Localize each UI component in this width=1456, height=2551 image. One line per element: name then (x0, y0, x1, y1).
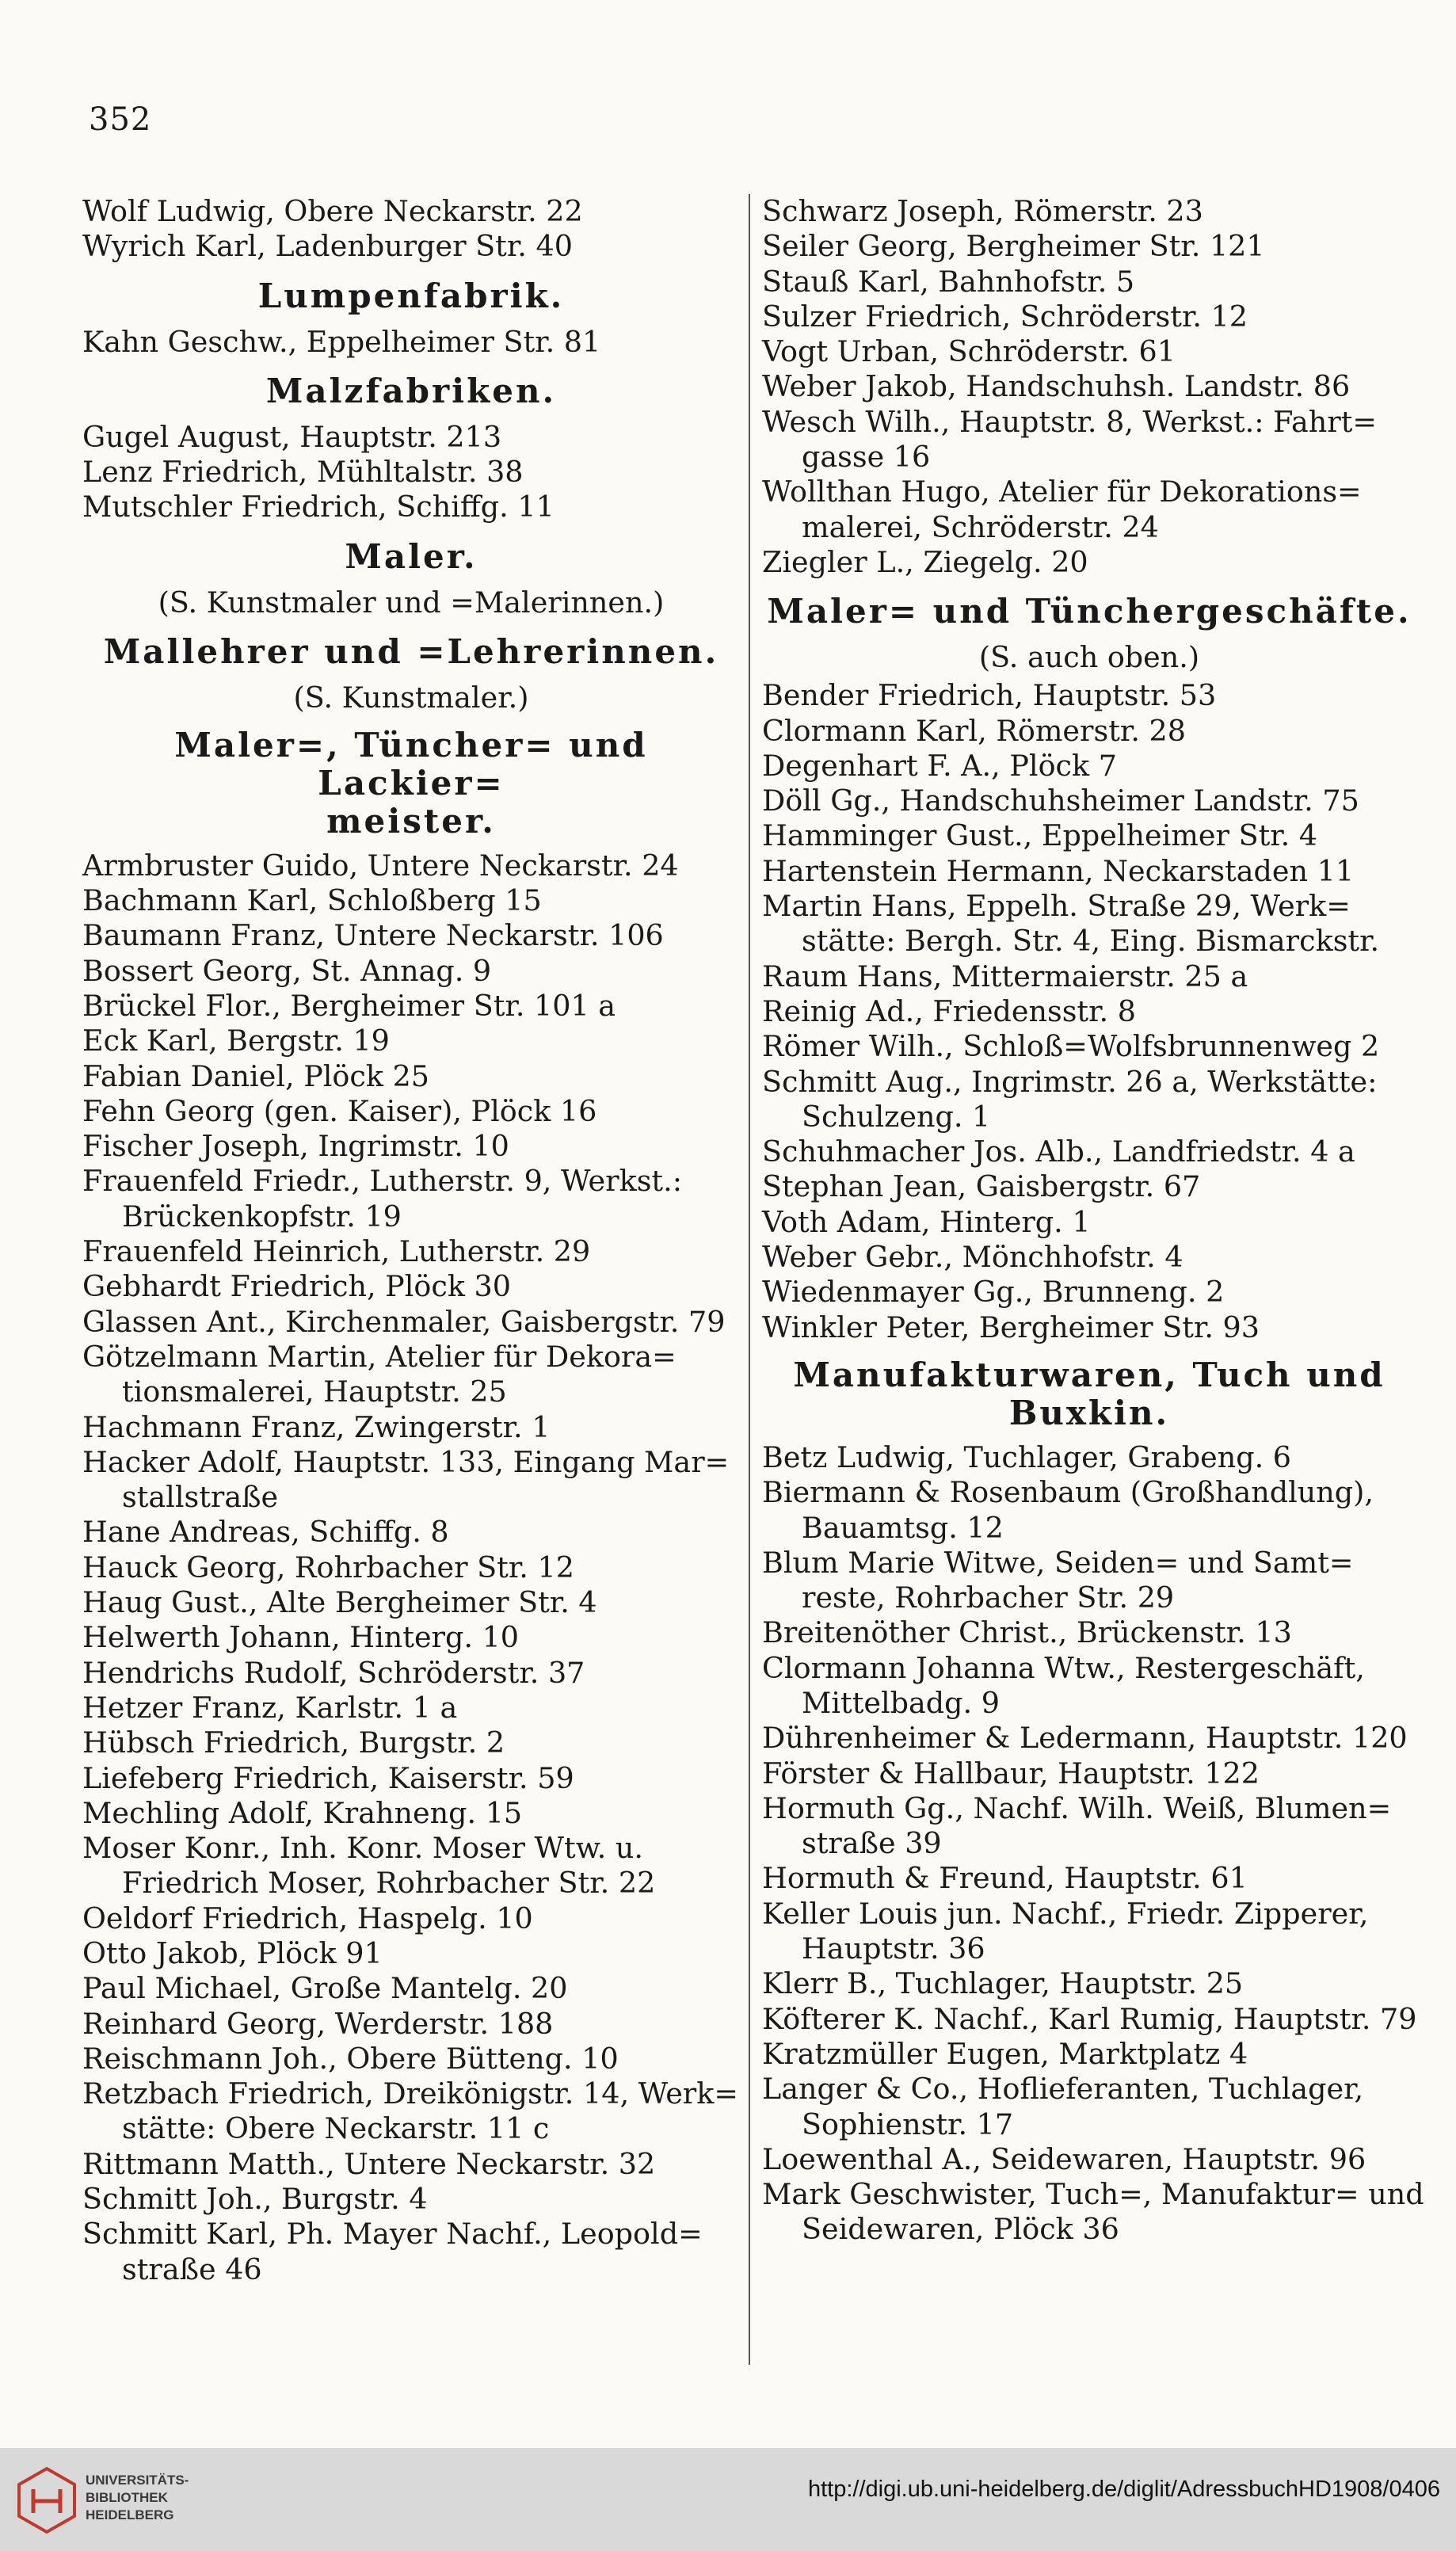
directory-entry (82, 2147, 740, 2182)
entry-text: Hane Andreas, Schiffg. 8 (82, 1515, 449, 1550)
entry-text: Gebhardt Friedrich, Plöck 30 (82, 1269, 511, 1304)
entry-text: Kahn Geschw., Eppelheimer Str. 81 (82, 324, 601, 359)
entry-text: Reinig Ad., Friedensstr. 8 (762, 993, 1136, 1028)
directory-entry (762, 475, 1416, 545)
source-url[interactable]: http://digi.ub.uni-heidelberg.de/diglit/AdressbuchHD1908/0406 (807, 2477, 1440, 2502)
directory-entry (82, 2217, 740, 2287)
entry-text: Liefeberg Friedrich, Kaiserstr. 59 (82, 1760, 574, 1795)
entry-text: Götzelmann Martin, Atelier für Dekora= (82, 1339, 677, 1374)
entry-text: Weber Gebr., Mönchhofstr. 4 (762, 1240, 1183, 1275)
directory-entry (762, 2177, 1424, 2248)
directory-entry (762, 1651, 1416, 1722)
directory-entry (762, 994, 1416, 1029)
entry-continuation: meister. (326, 801, 496, 841)
directory-entry (762, 1029, 1416, 1064)
entry-text: Förster & Hallbaur, Hauptstr. 122 (762, 1756, 1260, 1790)
directory-entry (762, 1169, 1416, 1204)
entry-continuation: Friedrich Moser, Rohrbacher Str. 22 (122, 1866, 656, 1901)
directory-entry (762, 678, 1416, 713)
entry-continuation: Sophienstr. 17 (802, 2107, 1014, 2141)
left-column (82, 194, 740, 2287)
entry-text: Wesch Wilh., Hauptstr. 8, Werkst.: Fahrt= (762, 404, 1377, 439)
directory-entry (82, 490, 740, 524)
entry-text: Loewenthal A., Seidewaren, Hauptstr. 96 (762, 2141, 1366, 2176)
footer-bar (0, 2448, 1456, 2551)
entry-text: Stephan Jean, Gaisbergstr. 67 (762, 1169, 1201, 1204)
entry-text: Oeldorf Friedrich, Haspelg. 10 (82, 1901, 533, 1935)
directory-entry (82, 2007, 740, 2042)
entry-text: Hendrichs Rudolf, Schröderstr. 37 (82, 1655, 585, 1690)
entry-text: Paul Michael, Große Mantelg. 20 (82, 1971, 568, 2006)
entry-text: Bender Friedrich, Hauptstr. 53 (762, 678, 1217, 713)
entry-text: Eck Karl, Bergstr. 19 (82, 1024, 390, 1058)
directory-entry (82, 455, 740, 490)
directory-entry (82, 1796, 740, 1831)
entry-continuation: straße 39 (802, 1826, 942, 1861)
directory-entry (82, 2042, 740, 2076)
directory-entry (82, 1936, 740, 1971)
entry-text: Lenz Friedrich, Mühltalstr. 38 (82, 455, 524, 490)
directory-entry (762, 1966, 1416, 2001)
entry-text: Kratzmüller Eugen, Marktplatz 4 (762, 2036, 1248, 2071)
entry-continuation: Seidewaren, Plöck 36 (802, 2212, 1119, 2247)
entry-text: Wiedenmayer Gg., Brunneng. 2 (762, 1275, 1225, 1310)
directory-entry (762, 889, 1416, 959)
entry-continuation: stätte: Bergh. Str. 4, Eing. Bismarckstr. (802, 924, 1380, 959)
directory-entry (762, 334, 1416, 369)
entry-text: Hamminger Gust., Eppelheimer Str. 4 (762, 818, 1318, 853)
entry-text: Voth Adam, Hinterg. 1 (762, 1204, 1091, 1239)
entry-text: Clormann Karl, Römerstr. 28 (762, 713, 1186, 748)
entry-text: Klerr B., Tuchlager, Hauptstr. 25 (762, 1966, 1244, 2001)
directory-entry (762, 194, 1416, 229)
directory-entry (82, 1269, 740, 1304)
entry-continuation: Bauamtsg. 12 (802, 1510, 1004, 1545)
directory-entry (762, 2072, 1416, 2142)
directory-entry (762, 369, 1416, 404)
entry-continuation: stätte: Obere Neckarstr. 11 c (122, 2111, 550, 2146)
directory-entry (762, 818, 1416, 853)
directory-entry (82, 1059, 740, 1094)
entry-text: Frauenfeld Friedr., Lutherstr. 9, Werkst.: (82, 1164, 683, 1199)
directory-entry (762, 854, 1416, 889)
directory-entry (762, 405, 1416, 475)
entry-text: Langer & Co., Hoflieferanten, Tuchlager, (762, 2072, 1364, 2107)
entry-text: Hartenstein Hermann, Neckarstaden 11 (762, 853, 1355, 888)
directory-entry (82, 1550, 740, 1585)
entry-text: Keller Louis jun. Nachf., Friedr. Zipperer, (762, 1896, 1369, 1931)
entry-continuation: Schulzeng. 1 (802, 1099, 991, 1134)
entry-text: Manufakturwaren, Tuch und (793, 1355, 1385, 1394)
entry-continuation: Mittelbadg. 9 (802, 1685, 1000, 1720)
entry-text: Reischmann Joh., Obere Bütteng. 10 (82, 2041, 619, 2076)
directory-entry (82, 1620, 740, 1655)
directory-entry (82, 1761, 740, 1796)
directory-entry (82, 1164, 740, 1234)
section-heading (762, 591, 1416, 632)
section-heading (82, 726, 740, 841)
entry-text: Hauck Georg, Rohrbacher Str. 12 (82, 1550, 574, 1584)
entry-text: Schmitt Karl, Ph. Mayer Nachf., Leopold= (82, 2217, 703, 2252)
directory-entry (82, 2182, 740, 2217)
directory-entry (82, 1024, 740, 1058)
directory-entry (82, 2076, 740, 2147)
entry-text: Hormuth & Freund, Hauptstr. 61 (762, 1861, 1248, 1896)
entry-text: Seiler Georg, Bergheimer Str. 121 (762, 229, 1265, 264)
entry-text: Martin Hans, Eppelh. Straße 29, Werk= (762, 889, 1351, 924)
entry-text: Frauenfeld Heinrich, Lutherstr. 29 (82, 1234, 591, 1269)
entry-continuation: reste, Rohrbacher Str. 29 (802, 1581, 1175, 1615)
section-heading (762, 1356, 1416, 1432)
directory-entry (762, 714, 1416, 749)
directory-entry (762, 1275, 1416, 1310)
directory-entry (82, 1515, 740, 1550)
entry-continuation: Brückenkopfstr. 19 (122, 1199, 402, 1234)
entry-text: Ziegler L., Ziegelg. 20 (762, 544, 1088, 579)
column-divider (749, 194, 750, 2365)
entry-text: Dührenheimer & Ledermann, Hauptstr. 120 (762, 1721, 1408, 1756)
directory-entry (762, 1205, 1416, 1240)
entry-text: Haug Gust., Alte Bergheimer Str. 4 (82, 1585, 597, 1620)
entry-text: (S. auch oben.) (978, 640, 1200, 675)
entry-text: Rittmann Matth., Untere Neckarstr. 32 (82, 2146, 656, 2181)
right-column (762, 194, 1424, 2248)
entry-text: Mechling Adolf, Krahneng. 15 (82, 1795, 523, 1830)
directory-entry (82, 1129, 740, 1164)
entry-text: Schmitt Aug., Ingrimstr. 26 a, Werkstätte: (762, 1064, 1378, 1099)
library-name-line: HEIDELBERG (86, 2507, 174, 2522)
entry-text: Römer Wilh., Schloß=Wolfsbrunnenweg 2 (762, 1029, 1380, 1064)
directory-entry (82, 194, 740, 229)
entry-text: Mutschler Friedrich, Schiffg. 11 (82, 490, 555, 524)
entry-continuation: Buxkin. (1008, 1393, 1170, 1432)
entry-text: Schwarz Joseph, Römerstr. 23 (762, 194, 1203, 228)
section-heading (82, 371, 740, 412)
directory-entry (762, 784, 1416, 818)
directory-entry (762, 265, 1416, 299)
section-note (82, 585, 740, 620)
entry-text: Wyrich Karl, Ladenburger Str. 40 (82, 229, 573, 264)
entry-text: Hormuth Gg., Nachf. Wilh. Weiß, Blumen= (762, 1790, 1392, 1825)
entry-text: Köfterer K. Nachf., Karl Rumig, Hauptstr. 79 (762, 2001, 1417, 2036)
directory-entry (762, 229, 1416, 264)
entry-continuation: Hauptstr. 36 (802, 1931, 985, 1966)
entry-text: Maler= und Tünchergeschäfte. (767, 592, 1412, 631)
entry-text: Moser Konr., Inh. Konr. Moser Wtw. u. (82, 1831, 643, 1866)
directory-entry (762, 1721, 1416, 1756)
entry-text: Mallehrer und =Lehrerinnen. (103, 631, 719, 671)
entry-text: Retzbach Friedrich, Dreikönigstr. 14, Werk= (82, 2076, 738, 2111)
library-name (86, 2472, 189, 2524)
entry-text: Clormann Johanna Wtw., Restergeschäft, (762, 1650, 1365, 1685)
directory-entry (82, 883, 740, 918)
entry-continuation: stallstraße (122, 1480, 279, 1515)
entry-text: Malzfabriken. (265, 371, 557, 410)
entry-text: Hetzer Franz, Karlstr. 1 a (82, 1690, 458, 1725)
entry-text: Bossert Georg, St. Annag. 9 (82, 953, 492, 988)
library-name-line: UNIVERSITÄTS- (86, 2473, 189, 2488)
section-note (82, 681, 740, 715)
entry-text: Blum Marie Witwe, Seiden= und Samt= (762, 1545, 1354, 1580)
directory-entry (762, 749, 1416, 784)
directory-entry (82, 1410, 740, 1445)
directory-entry (82, 954, 740, 989)
entry-text: Lumpenfabrik. (257, 276, 565, 315)
directory-entry (82, 1094, 740, 1129)
entry-text: Vogt Urban, Schröderstr. 61 (762, 334, 1176, 369)
directory-entry (762, 1791, 1416, 1862)
directory-entry (762, 1615, 1416, 1650)
university-library-logo-icon (16, 2465, 78, 2535)
entry-text: Otto Jakob, Plöck 91 (82, 1935, 383, 1970)
entry-text: Wollthan Hugo, Atelier für Dekorations= (762, 475, 1362, 509)
entry-continuation: straße 46 (122, 2252, 262, 2286)
directory-entry (82, 229, 740, 264)
entry-text: Döll Gg., Handschuhsheimer Landstr. 75 (762, 784, 1359, 818)
entry-text: Fischer Joseph, Ingrimstr. 10 (82, 1129, 509, 1164)
directory-entry (82, 848, 740, 883)
entry-text: Maler. (345, 536, 478, 576)
entry-text: Wolf Ludwig, Obere Neckarstr. 22 (82, 194, 583, 228)
directory-entry (82, 325, 740, 360)
entry-text: Hacker Adolf, Hauptstr. 133, Eingang Mar= (82, 1444, 730, 1479)
entry-text: Mark Geschwister, Tuch=, Manufaktur= und (762, 2177, 1424, 2212)
directory-entry (762, 1240, 1416, 1275)
directory-entry (762, 1861, 1416, 1896)
entry-text: Raum Hans, Mittermaierstr. 25 a (762, 959, 1248, 993)
entry-text: Schuhmacher Jos. Alb., Landfriedstr. 4 a (762, 1134, 1355, 1169)
entry-text: Reinhard Georg, Werderstr. 188 (82, 2006, 554, 2041)
directory-entry (762, 1134, 1416, 1169)
entry-text: Hübsch Friedrich, Burgstr. 2 (82, 1725, 505, 1760)
entry-text: Armbruster Guido, Untere Neckarstr. 24 (82, 848, 679, 883)
entry-text: Bachmann Karl, Schloßberg 15 (82, 883, 542, 918)
directory-entry (82, 1340, 740, 1410)
section-heading (82, 631, 740, 673)
entry-text: Biermann & Rosenbaum (Großhandlung), (762, 1475, 1374, 1510)
directory-entry (762, 2002, 1416, 2037)
library-name-line: BIBLIOTHEK (86, 2490, 168, 2505)
directory-entry (762, 1475, 1416, 1546)
entry-text: Fehn Georg (gen. Kaiser), Plöck 16 (82, 1093, 597, 1128)
directory-entry (82, 1305, 740, 1340)
entry-text: Gugel August, Hauptstr. 213 (82, 419, 502, 454)
directory-entry (82, 918, 740, 953)
directory-entry (762, 299, 1416, 334)
entry-text: Brückel Flor., Bergheimer Str. 101 a (82, 988, 616, 1023)
directory-entry (762, 1756, 1416, 1791)
entry-text: Fabian Daniel, Plöck 25 (82, 1058, 430, 1093)
entry-continuation: gasse 16 (802, 440, 931, 475)
page-number: 352 (89, 101, 152, 138)
entry-text: Schmitt Joh., Burgstr. 4 (82, 2182, 428, 2217)
entry-text: Stauß Karl, Bahnhofstr. 5 (762, 264, 1135, 299)
directory-entry (762, 1546, 1416, 1616)
directory-entry (762, 2037, 1416, 2072)
entry-text: Winkler Peter, Bergheimer Str. 93 (762, 1310, 1260, 1344)
entry-continuation: tionsmalerei, Hauptstr. 25 (122, 1375, 507, 1409)
directory-entry (82, 1831, 740, 1901)
directory-entry (82, 1971, 740, 2006)
entry-text: Weber Jakob, Handschuhsh. Landstr. 86 (762, 369, 1351, 404)
entry-text: Maler=, Tüncher= und Lackier= (174, 725, 648, 803)
entry-text: Degenhart F. A., Plöck 7 (762, 748, 1117, 783)
section-heading (82, 276, 740, 317)
directory-entry (82, 1656, 740, 1691)
directory-entry (82, 1725, 740, 1760)
directory-entry (82, 989, 740, 1024)
entry-text: Betz Ludwig, Tuchlager, Grabeng. 6 (762, 1439, 1291, 1474)
directory-entry (762, 2142, 1416, 2177)
directory-entry (762, 1440, 1416, 1475)
entry-text: Glassen Ant., Kirchenmaler, Gaisbergstr. 79 (82, 1304, 726, 1339)
directory-entry (82, 1445, 740, 1516)
directory-entry (762, 1897, 1416, 1967)
entry-continuation: malerei, Schröderstr. 24 (802, 509, 1159, 544)
directory-entry (82, 1691, 740, 1725)
entry-text: Helwerth Johann, Hinterg. 10 (82, 1620, 520, 1655)
directory-entry (762, 545, 1416, 580)
entry-text: Breitenöther Christ., Brückenstr. 13 (762, 1615, 1292, 1650)
directory-entry (82, 420, 740, 455)
entry-text: Sulzer Friedrich, Schröderstr. 12 (762, 299, 1248, 334)
directory-entry (82, 1901, 740, 1936)
section-note (762, 640, 1416, 675)
directory-entry (762, 1310, 1416, 1345)
directory-entry (82, 1585, 740, 1620)
entry-text: (S. Kunstmaler und =Malerinnen.) (158, 585, 665, 620)
directory-entry (82, 1234, 740, 1269)
entry-text: Hachmann Franz, Zwingerstr. 1 (82, 1409, 551, 1444)
directory-entry (762, 1065, 1416, 1135)
entry-text: (S. Kunstmaler.) (293, 680, 529, 715)
section-heading (82, 536, 740, 578)
directory-entry (762, 959, 1416, 994)
entry-text: Baumann Franz, Untere Neckarstr. 106 (82, 918, 664, 953)
